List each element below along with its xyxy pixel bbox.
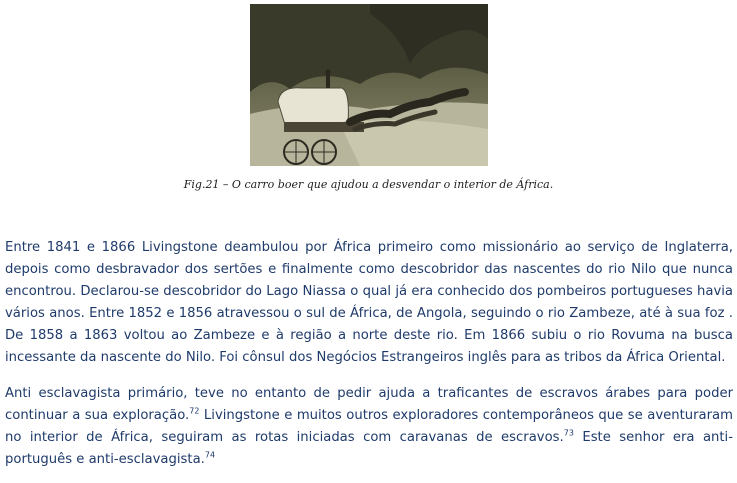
- paragraph-text: Livingstone e muitos outros exploradores contemporâneos que se aventuraram no interior de África, seguiram as rotas iniciadas com caravanas de escravos.: [5, 408, 733, 445]
- paragraph-anti-slavery: [5, 383, 733, 471]
- footnote-ref-72[interactable]: 72: [189, 406, 200, 416]
- figure-caption: Fig.21 – O carro boer que ajudou a desvendar o interior de África.: [183, 178, 554, 191]
- ox-wagon-photo: [250, 4, 488, 166]
- paragraph-text: Este senhor era anti-português e anti-esclavagista.: [5, 430, 733, 467]
- footnote-ref-73[interactable]: 73: [563, 428, 574, 438]
- footnote-ref-74[interactable]: 74: [204, 450, 216, 460]
- paragraph-text: Anti esclavagista primário, teve no entanto de pedir ajuda a traficantes de escravos árabes para poder continuar a sua exploração.: [5, 386, 733, 423]
- paragraph-livingstone-travels: Entre 1841 e 1866 Livingstone deambulou por África primeiro como missionário ao serviço de Inglaterra, depois como desbravador dos sertões e finalmente como descobridor das nascentes do rio Nilo que nunca encontrou. Declarou-se descobridor do Lago Niassa o qual já era conhecido dos pombeiros portugueses havia vários anos. Entre 1852 e 1856 atravessou o sul de África, de Angola, seguindo o rio Zambeze, até à sua foz . De 1858 a 1863 voltou ao Zambeze e à região a norte deste rio. Em 1866 subiu o rio Rovuma na busca incessante da nascente do Nilo. Foi cônsul dos Negócios Estrangeiros inglês para as tribos da África Oriental.: [5, 240, 733, 365]
